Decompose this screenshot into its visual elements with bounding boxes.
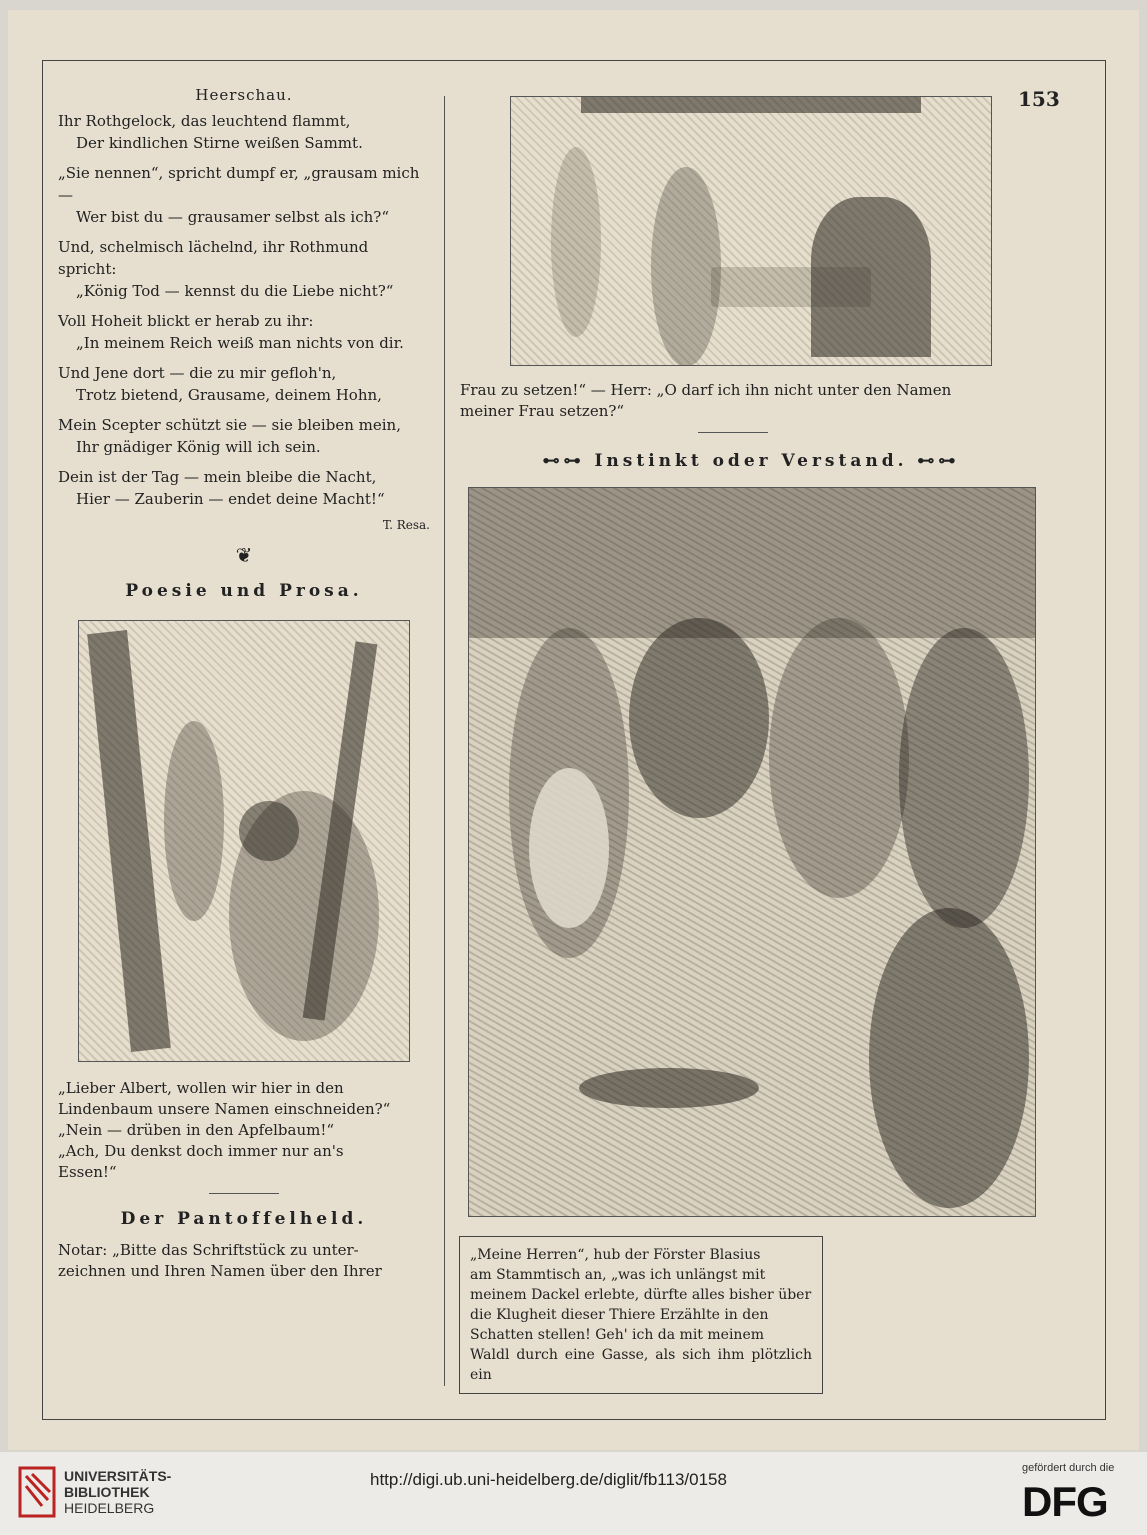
poem-stanza (58, 362, 430, 406)
library-line: BIBLIOTHEK (64, 1484, 150, 1500)
ornament-icon: ⊷⊶ (907, 451, 960, 471)
instinkt-heading (460, 451, 1042, 471)
text-line: Frau zu setzen!“ — Herr: „O darf ich ihn nicht unter den Namen (460, 381, 952, 399)
text-line: die Klugheit dieser Thiere Erzählte in den (470, 1307, 769, 1323)
notary-illustration (510, 96, 992, 366)
text-line: Lindenbaum unsere Namen einschneiden?“ (58, 1100, 391, 1118)
poem-line: Wer bist du — grausamer selbst als ich?“ (76, 208, 390, 226)
poem-line: Der kindlichen Stirne weißen Sammt. (76, 134, 363, 152)
poesie-heading: Poesie und Prosa. (125, 581, 363, 601)
right-column (460, 96, 1042, 1217)
poem-stanza (58, 414, 430, 458)
library-logo-icon (18, 1466, 56, 1518)
library-line: HEIDELBERG (64, 1500, 155, 1516)
pantoffel-text (58, 1240, 430, 1282)
poem-stanza (58, 236, 430, 302)
text-line: „Meine Herren“, hub der Förster Blasius (470, 1247, 761, 1263)
dfg-logo: DFG (1022, 1478, 1108, 1525)
ornament-icon: ❦ (235, 543, 253, 567)
poem-line: Hier — Zauberin — endet deine Macht!“ (76, 490, 385, 508)
poem-line: „Sie nennen“, spricht dumpf er, „grausam mich — (58, 164, 420, 204)
library-line: UNIVERSITÄTS- (64, 1468, 172, 1484)
poem-body (58, 110, 430, 510)
poem-stanza (58, 162, 430, 228)
poem-line: Trotz bietend, Grausame, deinem Hohn, (76, 386, 382, 404)
poem-line: Und, schelmisch lächelnd, ihr Rothmund spricht: (58, 238, 369, 278)
text-line: Schatten stellen! Geh' ich da mit meinem (470, 1327, 764, 1343)
text-line: Notar: „Bitte das Schriftstück zu unter- (58, 1241, 359, 1259)
left-column (58, 84, 430, 1282)
poem-title: Heerschau. (195, 86, 293, 104)
column-divider (444, 96, 445, 1386)
text-line: meiner Frau setzen?“ (460, 402, 625, 420)
permalink-url[interactable]: http://digi.ub.uni-heidelberg.de/diglit/fb113/0158 (370, 1470, 727, 1489)
poem-line: Ihr gnädiger König will ich sein. (76, 438, 321, 456)
poem-line: Mein Scepter schützt sie — sie bleiben mein, (58, 416, 401, 434)
text-line: Essen!“ (58, 1163, 117, 1181)
poem-line: „In meinem Reich weiß man nichts von dir. (76, 334, 404, 352)
poem-stanza (58, 310, 430, 354)
instinkt-heading-text: Instinkt oder Verstand. (594, 451, 908, 471)
poem-stanza (58, 110, 430, 154)
library-name (64, 1468, 171, 1516)
footer-bar (0, 1452, 1147, 1535)
garden-illustration (78, 620, 410, 1062)
text-line: „Lieber Albert, wollen wir hier in den (58, 1079, 344, 1097)
pantoffel-continued (460, 380, 1042, 422)
text-line: Waldl durch eine Gasse, als sich ihm plötzlich ein (470, 1347, 812, 1383)
text-line: meinem Dackel erlebte, dürfte alles bisher über (470, 1287, 812, 1303)
text-line: zeichnen und Ihren Namen über den Ihrer (58, 1262, 382, 1280)
dog-crowd-illustration (468, 487, 1036, 1217)
poem-stanza (58, 466, 430, 510)
funded-by-label: gefördert durch die (1022, 1462, 1115, 1474)
divider (698, 432, 768, 433)
poesie-caption (58, 1078, 430, 1183)
poem-line: Voll Hoheit blickt er herab zu ihr: (58, 312, 314, 330)
text-line: am Stammtisch an, „was ich unlängst mit (470, 1267, 766, 1283)
pantoffel-heading: Der Pantoffelheld. (120, 1209, 368, 1229)
poem-line: Ihr Rothgelock, das leuchtend flammt, (58, 112, 351, 130)
page-number: 153 (1018, 87, 1060, 111)
poem-line: „König Tod — kennst du die Liebe nicht?“ (76, 282, 394, 300)
text-line: „Ach, Du denkst doch immer nur an's (58, 1142, 344, 1160)
divider (209, 1193, 279, 1194)
ornament-icon: ⊷⊶ (542, 451, 595, 471)
poem-line: Dein ist der Tag — mein bleibe die Nacht, (58, 468, 377, 486)
text-line: „Nein — drüben in den Apfelbaum!“ (58, 1121, 335, 1139)
poem-author: T. Resa. (382, 518, 430, 532)
instinkt-story-text (459, 1236, 823, 1394)
poem-line: Und Jene dort — die zu mir gefloh'n, (58, 364, 337, 382)
